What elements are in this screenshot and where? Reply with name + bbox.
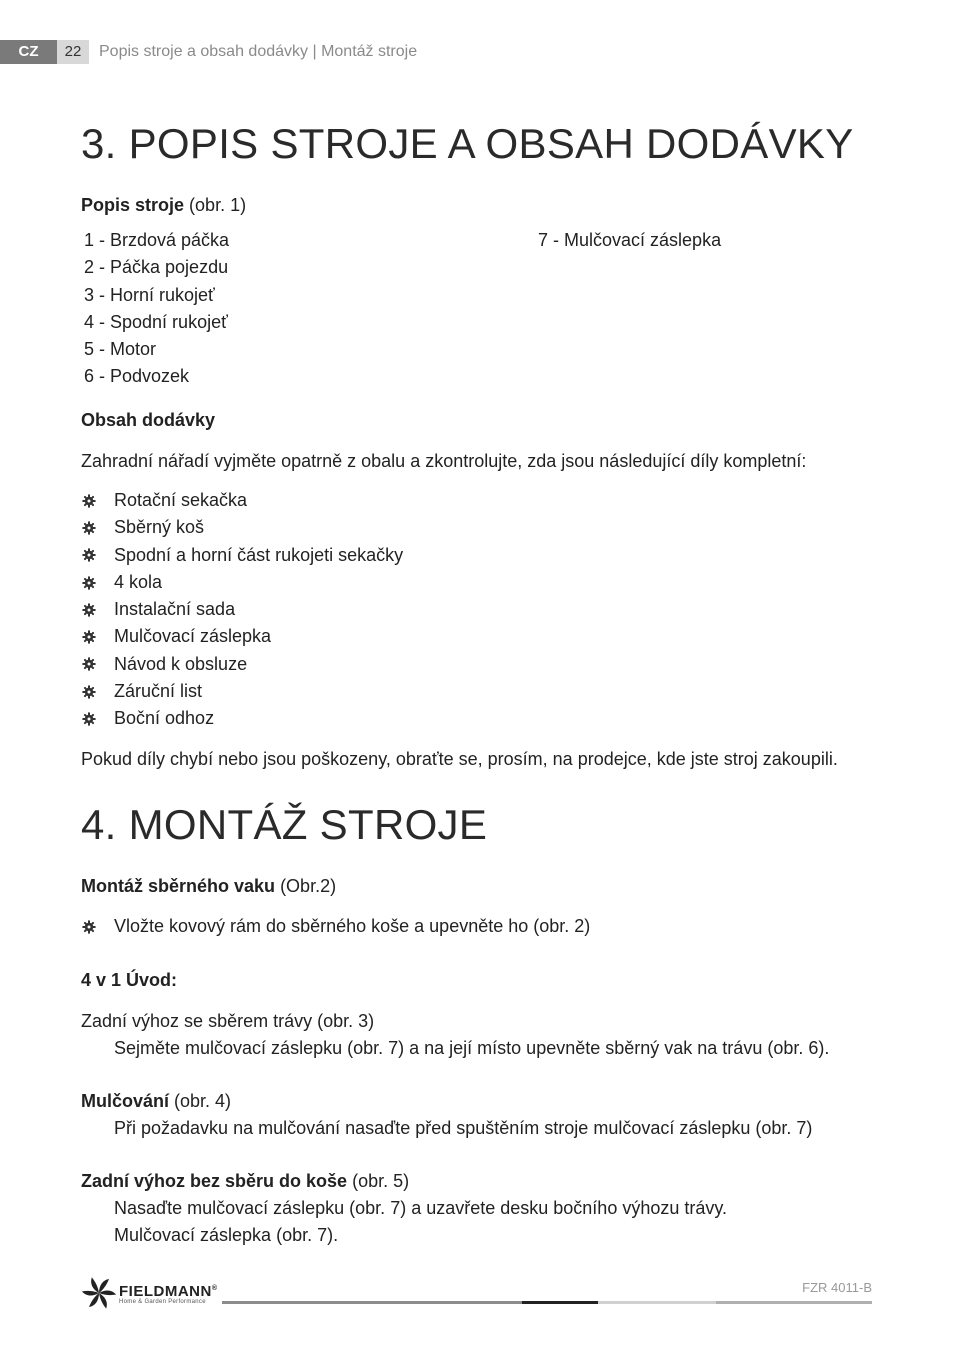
- obsah-label: Obsah dodávky: [81, 410, 216, 430]
- list-item: Vložte kovový rám do sběrného koše a upevněte ho (obr. 2): [82, 913, 590, 940]
- mulch-ref: (obr. 4): [174, 1091, 232, 1111]
- list-item: Boční odhoz: [82, 705, 403, 732]
- page-header: [0, 40, 417, 64]
- bag-steps-list: [82, 913, 590, 940]
- list-item: 4 - Spodní rukojeť: [84, 311, 228, 332]
- intro-4v1-label: 4 v 1 Úvod:: [81, 970, 178, 990]
- list-item: 1 - Brzdová páčka: [84, 230, 230, 250]
- gear-bullet-icon: [82, 521, 96, 535]
- list-item: Instalační sada: [82, 596, 403, 623]
- footer-logo: [82, 1276, 218, 1310]
- section4-title: 4. MONTÁŽ STROJE: [81, 801, 488, 848]
- rear-no-collect-heading: [81, 1171, 409, 1192]
- gear-bullet-icon: [82, 657, 96, 671]
- gear-bullet-icon: [82, 603, 96, 617]
- rear-no-collect-ref: (obr. 5): [352, 1171, 410, 1191]
- list-item: 6 - Podvozek: [84, 366, 190, 387]
- rear-no-collect-text1: Nasaďte mulčovací záslepku (obr. 7) a uzavřete desku bočního výhozu trávy.: [114, 1198, 728, 1218]
- list-item: 4 kola: [82, 569, 403, 596]
- bag-ref: (Obr.2): [280, 876, 337, 896]
- list-item: Spodní a horní část rukojeti sekačky: [82, 542, 403, 569]
- rear-no-collect-label: Zadní výhoz bez sběru do koše: [81, 1171, 348, 1191]
- list-item: 5 - Motor: [84, 339, 157, 360]
- mulch-heading: [81, 1091, 231, 1112]
- parts-list-col1: [84, 227, 229, 391]
- brand-block: [119, 1281, 218, 1305]
- list-item: 3 - Horní rukojeť: [84, 284, 215, 305]
- gear-bullet-icon: [82, 712, 96, 726]
- gear-bullet-icon: [82, 630, 96, 644]
- mulch-label: Mulčování: [81, 1091, 170, 1111]
- model-number: FZR 4011-B: [802, 1280, 872, 1295]
- popis-heading: [81, 195, 246, 216]
- fieldmann-swirl-icon: [82, 1276, 116, 1310]
- page-number: 22: [57, 40, 89, 64]
- list-item: 7 - Mulčovací záslepka: [538, 230, 722, 250]
- list-item: Záruční list: [82, 678, 403, 705]
- list-item: Mulčovací záslepka: [82, 623, 403, 650]
- language-tab: CZ: [0, 40, 57, 64]
- popis-label: Popis stroje: [81, 195, 185, 215]
- footer-line-segment: [716, 1301, 872, 1304]
- rear-no-collect-text2: Mulčovací záslepka (obr. 7).: [114, 1225, 339, 1245]
- intro-4v1-heading: [81, 970, 177, 991]
- running-head: Popis stroje a obsah dodávky | Montáž stroje: [99, 43, 418, 60]
- contents-list: [82, 487, 403, 733]
- footer-line-segment: [598, 1301, 716, 1304]
- footer-line-segment: [222, 1301, 522, 1304]
- bag-heading: [81, 876, 336, 897]
- mulch-text: Při požadavku na mulčování nasaďte před spuštěním stroje mulčovací záslepku (obr. 7): [114, 1118, 813, 1138]
- gear-bullet-icon: [82, 548, 96, 562]
- missing-parts-note: Pokud díly chybí nebo jsou poškozeny, obraťte se, prosím, na prodejce, kde jste stroj zakoupili.: [81, 749, 838, 769]
- rear-discharge-text: Sejměte mulčovací záslepku (obr. 7) a na její místo upevněte sběrný vak na trávu (obr. 6).: [114, 1038, 830, 1058]
- section3-title: 3. POPIS STROJE A OBSAH DODÁVKY: [81, 120, 854, 167]
- gear-bullet-icon: [82, 576, 96, 590]
- gear-bullet-icon: [82, 920, 96, 934]
- gear-bullet-icon: [82, 685, 96, 699]
- list-item: 2 - Páčka pojezdu: [84, 257, 229, 278]
- gear-bullet-icon: [82, 494, 96, 508]
- contents-intro: Zahradní nářadí vyjměte opatrně z obalu a zkontrolujte, zda jsou následující díly kompletní:: [81, 451, 807, 471]
- parts-list-col2: [538, 227, 721, 254]
- obsah-heading: [81, 410, 215, 431]
- brand-tagline: Home & Garden Performance: [119, 1299, 206, 1305]
- bag-label: Montáž sběrného vaku: [81, 876, 276, 896]
- list-item: Návod k obsluze: [82, 651, 403, 678]
- footer-line-segment: [522, 1301, 598, 1304]
- list-item: Rotační sekačka: [82, 487, 403, 514]
- list-item: Sběrný koš: [82, 514, 403, 541]
- brand-name: FIELDMANN®: [119, 1283, 218, 1300]
- popis-ref: (obr. 1): [189, 195, 247, 215]
- rear-discharge-title: Zadní výhoz se sběrem trávy (obr. 3): [81, 1011, 375, 1031]
